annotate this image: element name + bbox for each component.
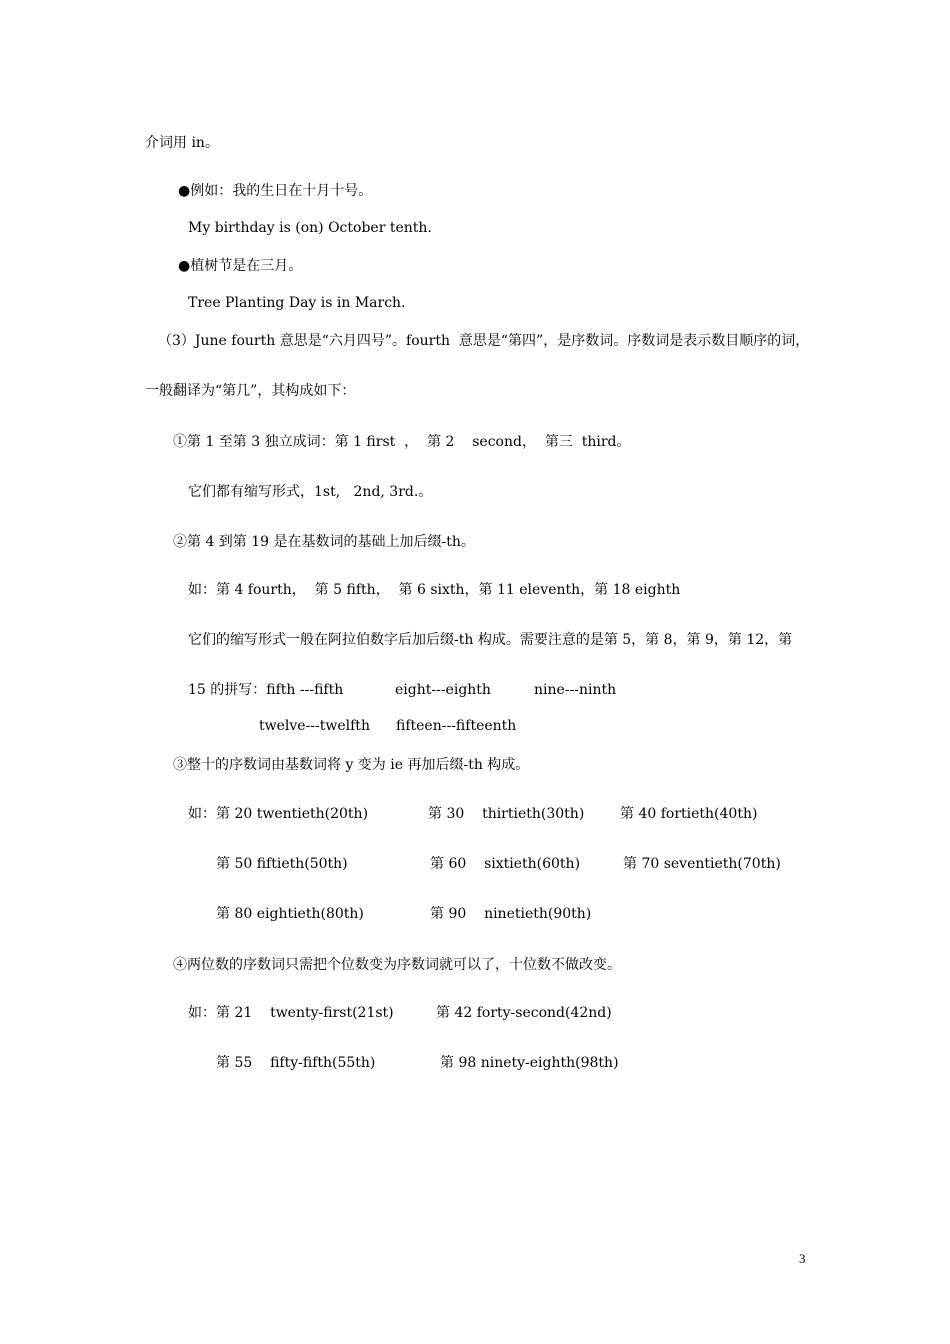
spelling-eighth: eight---eighth bbox=[395, 682, 491, 698]
tens-20: 如：第 20 twentieth(20th) bbox=[188, 806, 369, 822]
two-digit-42: 第 42 forty-second(42nd) bbox=[436, 1005, 612, 1021]
example-treeday-en: Tree Planting Day is in March. bbox=[188, 295, 406, 311]
tens-80: 第 80 eightieth(80th) bbox=[216, 906, 364, 922]
example-treeday-zh: ●植树节是在三月。 bbox=[178, 258, 303, 274]
example-birthday-zh: ●例如：我的生日在十月十号。 bbox=[178, 183, 373, 199]
rule-3: ③整十的序数词由基数词将 y 变为 ie 再加后缀-th 构成。 bbox=[173, 757, 530, 773]
tens-30: 第 30 thirtieth(30th) bbox=[428, 806, 585, 822]
spelling-fifth: 15 的拼写：fifth ---fifth bbox=[188, 682, 344, 698]
tens-50: 第 50 fiftieth(50th) bbox=[216, 856, 348, 872]
spelling-fifteenth: fifteen---fifteenth bbox=[396, 718, 517, 734]
section-3-heading: （3）June fourth 意思是“六月四号”。fourth 意思是“第四”，是序数词。序数词是表示数目顺序的词， bbox=[158, 333, 810, 349]
two-digit-55: 第 55 fifty-fifth(55th) bbox=[216, 1055, 376, 1071]
tens-90: 第 90 ninetieth(90th) bbox=[430, 906, 592, 922]
rule-1: ①第 1 至第 3 独立成词：第 1 first ， 第 2 second， 第三 third。 bbox=[173, 434, 631, 450]
spelling-twelfth: twelve---twelfth bbox=[259, 718, 370, 734]
rule-2-examples: 如：第 4 fourth， 第 5 fifth， 第 6 sixth，第 11 eleventh，第 18 eighth bbox=[188, 582, 681, 598]
tens-60: 第 60 sixtieth(60th) bbox=[430, 856, 581, 872]
example-birthday-en: My birthday is (on) October tenth. bbox=[188, 220, 432, 236]
two-digit-98: 第 98 ninety-eighth(98th) bbox=[440, 1055, 619, 1071]
spelling-ninth: nine---ninth bbox=[534, 682, 617, 698]
rule-2: ②第 4 到第 19 是在基数词的基础上加后缀-th。 bbox=[173, 534, 475, 550]
rule-1-abbreviation: 它们都有缩写形式，1st, 2nd, 3rd.。 bbox=[188, 484, 433, 500]
tens-40: 第 40 fortieth(40th) bbox=[620, 806, 758, 822]
rule-2-note: 它们的缩写形式一般在阿拉伯数字后加后缀-th 构成。需要注意的是第 5，第 8，第 9，第 12，第 bbox=[188, 632, 793, 648]
tens-70: 第 70 seventieth(70th) bbox=[623, 856, 781, 872]
section-3-continuation: 一般翻译为“第几”，其构成如下： bbox=[145, 383, 356, 399]
intro-line: 介词用 in。 bbox=[145, 135, 219, 151]
page-number: 3 bbox=[799, 1251, 806, 1266]
two-digit-21: 如：第 21 twenty-first(21st) bbox=[188, 1005, 394, 1021]
rule-4: ④两位数的序数词只需把个位数变为序数词就可以了，十位数不做改变。 bbox=[173, 957, 621, 973]
